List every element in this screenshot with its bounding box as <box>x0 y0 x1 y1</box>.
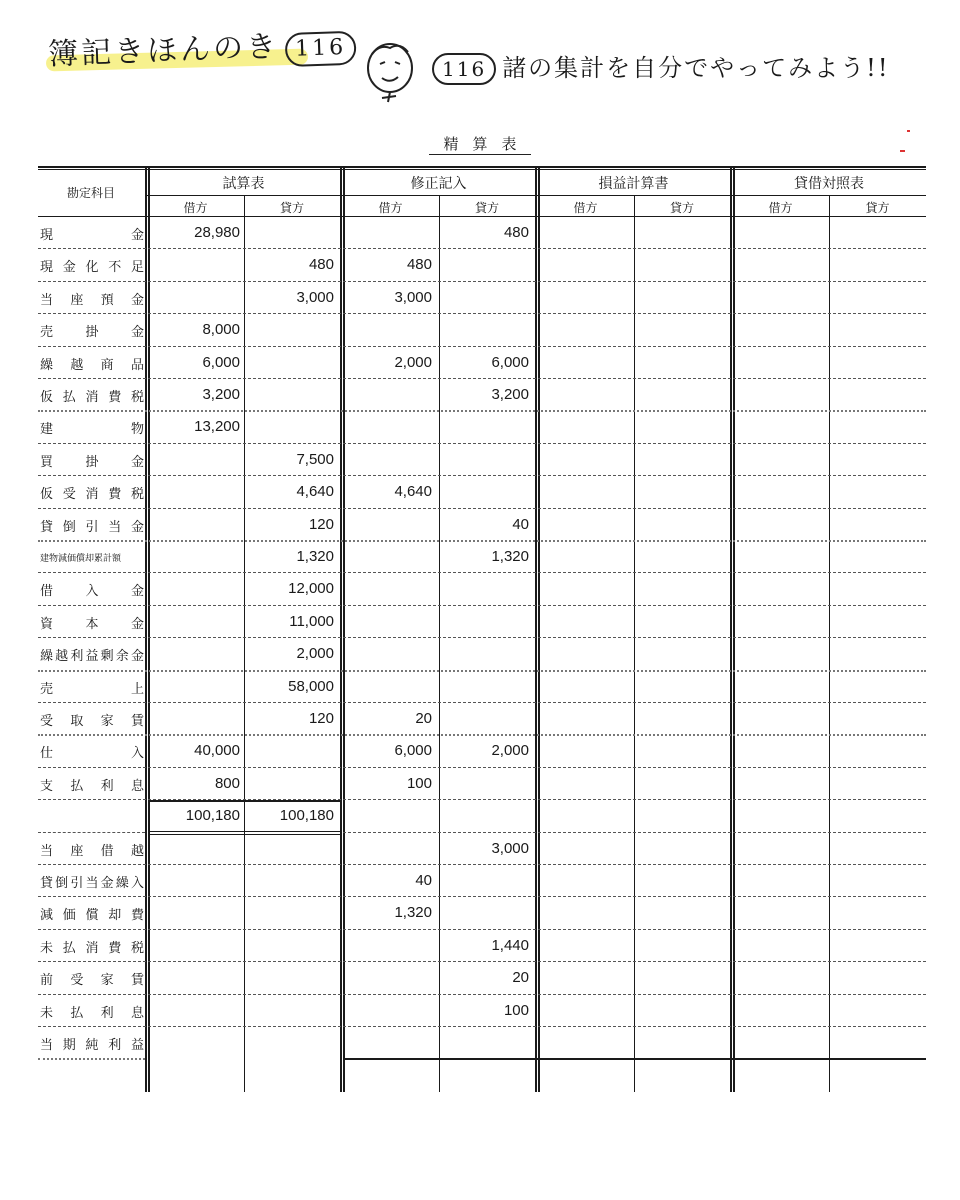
row-divider <box>38 378 926 379</box>
account-char: 支 <box>40 778 54 794</box>
account-char: 金 <box>130 292 144 308</box>
adjust-credit-value: 2,000 <box>491 742 529 760</box>
row-divider <box>38 248 926 249</box>
account-char: 余 <box>115 649 129 665</box>
account-char: 現 <box>40 260 54 276</box>
adjust-credit-value: 480 <box>503 224 529 241</box>
account-char: 入 <box>85 584 99 600</box>
account-char: 費 <box>108 487 122 503</box>
rule <box>148 166 150 1092</box>
account-char: 当 <box>40 292 54 308</box>
account-char: 本 <box>85 616 99 632</box>
account-char: 賃 <box>130 714 144 729</box>
account-char: 貸 <box>40 876 54 891</box>
trial-credit-value: 3,000 <box>296 288 334 306</box>
account-char: 益 <box>85 649 99 665</box>
account-char: 消 <box>85 487 99 503</box>
row-divider <box>38 346 926 347</box>
account-name <box>40 289 144 308</box>
account-char: 物 <box>130 422 144 438</box>
trial-debit-value: 100,180 <box>185 807 240 825</box>
account-char: 座 <box>70 292 84 308</box>
row-divider <box>38 670 926 672</box>
row-divider <box>343 832 926 833</box>
account-name <box>40 1002 144 1021</box>
account-char: 現 <box>40 228 54 243</box>
adjust-debit-value: 480 <box>406 256 432 274</box>
account-char: 金 <box>130 649 144 665</box>
account-char: 建 <box>40 422 54 438</box>
memo-note-number: 116 <box>432 53 496 85</box>
trial-debit-value: 6,000 <box>202 353 240 371</box>
worksheet-title: 精算表 <box>0 133 960 154</box>
account-char: 払 <box>62 940 76 956</box>
account-name <box>40 872 144 891</box>
account-char: 費 <box>130 908 144 924</box>
group-header: 試算表 <box>222 176 265 192</box>
account-char: 倒 <box>62 519 76 535</box>
debit-header: 借方 <box>573 201 598 215</box>
account-name <box>40 678 144 697</box>
account-char: 借 <box>40 584 54 600</box>
account-char: 化 <box>85 260 99 276</box>
row-divider <box>38 1026 926 1027</box>
debit-header: 借方 <box>768 201 793 215</box>
account-char: 期 <box>62 1038 76 1053</box>
adjust-debit-value: 3,000 <box>394 288 432 306</box>
account-char: 越 <box>70 357 84 373</box>
account-name <box>40 451 144 470</box>
account-char: 税 <box>130 390 144 405</box>
account-char: 繰 <box>40 649 54 665</box>
rule <box>38 169 926 170</box>
account-char: 償 <box>85 908 99 924</box>
trial-credit-value: 12,000 <box>288 580 334 598</box>
account-name <box>40 937 144 956</box>
credit-header: 貸方 <box>865 201 890 215</box>
adjust-credit-value: 3,000 <box>491 839 529 857</box>
rule <box>343 166 345 1092</box>
group-header: 修正記入 <box>410 176 467 192</box>
row-divider <box>38 929 926 930</box>
account-name <box>40 840 144 859</box>
account-name <box>40 1034 144 1053</box>
adjust-credit-value: 20 <box>512 969 529 987</box>
rule <box>634 195 635 1092</box>
account-char: 入 <box>130 746 144 762</box>
trial-credit-value: 4,640 <box>296 483 334 501</box>
account-char: 商 <box>100 357 114 373</box>
rule <box>145 166 147 1092</box>
trial-credit-value: 100,180 <box>279 807 334 825</box>
account-char: 足 <box>130 260 144 276</box>
account-char: 座 <box>70 843 84 859</box>
account-char: 倒 <box>55 876 69 891</box>
row-divider <box>38 864 926 865</box>
trial-debit-value: 800 <box>214 774 240 792</box>
trial-debit-value: 40,000 <box>194 742 240 760</box>
rule <box>538 166 540 1092</box>
account-name <box>40 386 144 405</box>
rule <box>244 195 245 1092</box>
adjust-debit-value: 40 <box>415 872 432 889</box>
account-char: 貸 <box>40 519 54 535</box>
account-char: 掛 <box>85 454 99 470</box>
account-char: 受 <box>40 714 54 729</box>
rule <box>38 216 926 217</box>
rule <box>343 1058 926 1060</box>
row-divider <box>38 1058 145 1060</box>
account-char: 掛 <box>85 325 99 341</box>
trial-credit-value: 1,320 <box>296 548 334 565</box>
account-char: 益 <box>130 1038 144 1053</box>
account-name: 建物減価償却累計額 <box>40 554 122 564</box>
account-name <box>40 969 144 988</box>
account-char: 預 <box>100 292 114 308</box>
account-char: 当 <box>40 843 54 859</box>
account-char: 減 <box>40 908 54 924</box>
account-char: 当 <box>108 519 122 535</box>
row-divider <box>38 994 926 995</box>
rule <box>439 195 440 1092</box>
account-name <box>40 710 144 729</box>
rule <box>148 800 340 802</box>
rule <box>340 166 342 1092</box>
account-name <box>40 775 144 794</box>
account-char: 金 <box>130 228 144 243</box>
row-divider <box>38 508 926 509</box>
account-char: 家 <box>100 973 114 989</box>
account-char: 繰 <box>40 357 54 373</box>
account-name <box>40 580 144 599</box>
adjust-credit-value: 6,000 <box>491 353 529 371</box>
account-char: 前 <box>40 973 54 989</box>
account-name <box>40 321 144 340</box>
credit-header: 貸方 <box>669 201 694 215</box>
rule <box>829 195 830 1092</box>
account-char: 利 <box>70 649 84 665</box>
adjust-debit-value: 100 <box>406 774 432 792</box>
row-divider <box>38 410 926 412</box>
account-char: 未 <box>40 940 54 956</box>
account-name <box>40 256 144 275</box>
group-header: 損益計算書 <box>598 176 669 192</box>
account-char: 税 <box>130 940 144 956</box>
trial-credit-value: 120 <box>308 515 334 533</box>
account-char: 仕 <box>40 746 54 762</box>
account-name <box>40 613 144 632</box>
account-char: 費 <box>108 940 122 956</box>
adjust-credit-value: 100 <box>503 1001 529 1019</box>
account-name <box>40 742 144 761</box>
account-char: 払 <box>70 1005 84 1021</box>
trial-debit-value: 13,200 <box>194 418 240 436</box>
row-divider <box>38 281 926 282</box>
account-char: 金 <box>130 616 144 632</box>
account-name <box>40 904 144 923</box>
account-char: 剰 <box>100 649 114 665</box>
account-char: 利 <box>100 778 114 794</box>
rule <box>148 834 340 836</box>
account-char: 息 <box>130 778 144 794</box>
adjust-debit-value: 1,320 <box>394 904 432 922</box>
account-char: 税 <box>130 487 144 503</box>
account-char: 賃 <box>130 973 144 989</box>
account-char: 仮 <box>40 390 54 405</box>
debit-header: 借方 <box>378 201 403 215</box>
account-char: 買 <box>40 454 54 470</box>
trial-debit-value: 28,980 <box>194 224 240 241</box>
row-divider <box>38 313 926 314</box>
account-char: 金 <box>130 519 144 535</box>
account-char: 却 <box>108 908 122 924</box>
trial-credit-value: 11,000 <box>289 612 334 630</box>
account-char: 消 <box>85 390 99 405</box>
row-divider <box>38 572 926 573</box>
account-char: 受 <box>70 973 84 989</box>
memo-title-text: 簿記きほんのき <box>47 29 280 73</box>
adjust-credit-value: 1,440 <box>491 936 529 954</box>
account-char: 越 <box>55 649 69 665</box>
account-char: 資 <box>40 616 54 632</box>
account-char: 金 <box>62 260 76 276</box>
account-name <box>40 354 144 373</box>
row-divider <box>38 702 926 703</box>
account-char: 払 <box>62 390 76 405</box>
account-char: 利 <box>108 1038 122 1053</box>
row-divider <box>38 832 145 833</box>
group-header: 貸借対照表 <box>794 176 864 192</box>
account-char: 売 <box>40 681 54 697</box>
account-char: 引 <box>85 519 99 535</box>
account-char: 売 <box>40 325 54 341</box>
adjust-credit-value: 1,320 <box>491 548 529 565</box>
row-divider <box>38 475 926 476</box>
trial-credit-value: 2,000 <box>296 645 334 663</box>
row-divider <box>38 961 926 962</box>
account-char: 借 <box>100 843 114 859</box>
account-char: 取 <box>70 714 84 729</box>
account-char: 金 <box>130 454 144 470</box>
row-divider <box>38 896 926 897</box>
account-char: 価 <box>62 908 76 924</box>
rule <box>38 166 926 168</box>
account-char: 純 <box>85 1038 99 1053</box>
account-char: 当 <box>85 876 99 891</box>
memo-note-text: 諸の集計を自分でやってみよう!! <box>502 54 890 82</box>
trial-credit-value: 7,500 <box>296 450 334 468</box>
trial-credit-value: 120 <box>308 710 334 727</box>
account-char: 利 <box>100 1005 114 1021</box>
trial-credit-value: 480 <box>308 256 334 274</box>
rule <box>535 166 537 1092</box>
account-header: 勘定科目 <box>66 186 115 200</box>
account-char: 不 <box>108 260 122 276</box>
account-char: 繰 <box>115 876 129 891</box>
adjust-debit-value: 20 <box>415 710 432 727</box>
row-divider <box>38 605 926 606</box>
account-char: 払 <box>70 778 84 794</box>
account-char: 金 <box>100 876 114 891</box>
trial-credit-value: 58,000 <box>288 677 334 695</box>
account-char: 消 <box>85 940 99 956</box>
account-char: 品 <box>130 357 144 373</box>
adjust-debit-value: 6,000 <box>394 742 432 760</box>
adjust-debit-value: 2,000 <box>394 353 432 371</box>
account-char: 金 <box>130 584 144 600</box>
rule <box>730 166 732 1092</box>
adjust-credit-value: 40 <box>512 515 529 533</box>
account-name <box>40 516 144 535</box>
account-char: 越 <box>130 843 144 859</box>
account-char: 金 <box>130 325 144 341</box>
account-char: 家 <box>100 714 114 729</box>
row-divider <box>38 637 926 638</box>
account-char: 上 <box>130 681 144 697</box>
account-char: 当 <box>40 1038 54 1053</box>
credit-header: 貸方 <box>279 201 304 215</box>
adjust-credit-value: 3,200 <box>491 386 529 403</box>
adjust-debit-value: 4,640 <box>394 483 432 501</box>
account-char: 引 <box>70 876 84 891</box>
account-name <box>40 224 144 243</box>
memo-title-number: 116 <box>285 31 357 67</box>
row-divider <box>38 767 926 768</box>
account-char: 費 <box>108 390 122 405</box>
row-divider <box>38 734 926 736</box>
trial-debit-value: 3,200 <box>202 386 240 403</box>
row-divider <box>38 443 926 444</box>
account-name <box>40 645 144 664</box>
account-char: 息 <box>130 1005 144 1021</box>
account-name <box>40 483 144 502</box>
account-char: 受 <box>62 487 76 503</box>
debit-header: 借方 <box>183 201 208 215</box>
rule <box>733 166 735 1092</box>
rule <box>148 831 340 833</box>
row-divider <box>38 540 926 542</box>
credit-header: 貸方 <box>474 201 499 215</box>
account-char: 入 <box>130 876 144 891</box>
account-name <box>40 418 144 437</box>
account-char: 仮 <box>40 487 54 503</box>
account-char: 未 <box>40 1005 54 1021</box>
trial-debit-value: 8,000 <box>202 321 240 339</box>
